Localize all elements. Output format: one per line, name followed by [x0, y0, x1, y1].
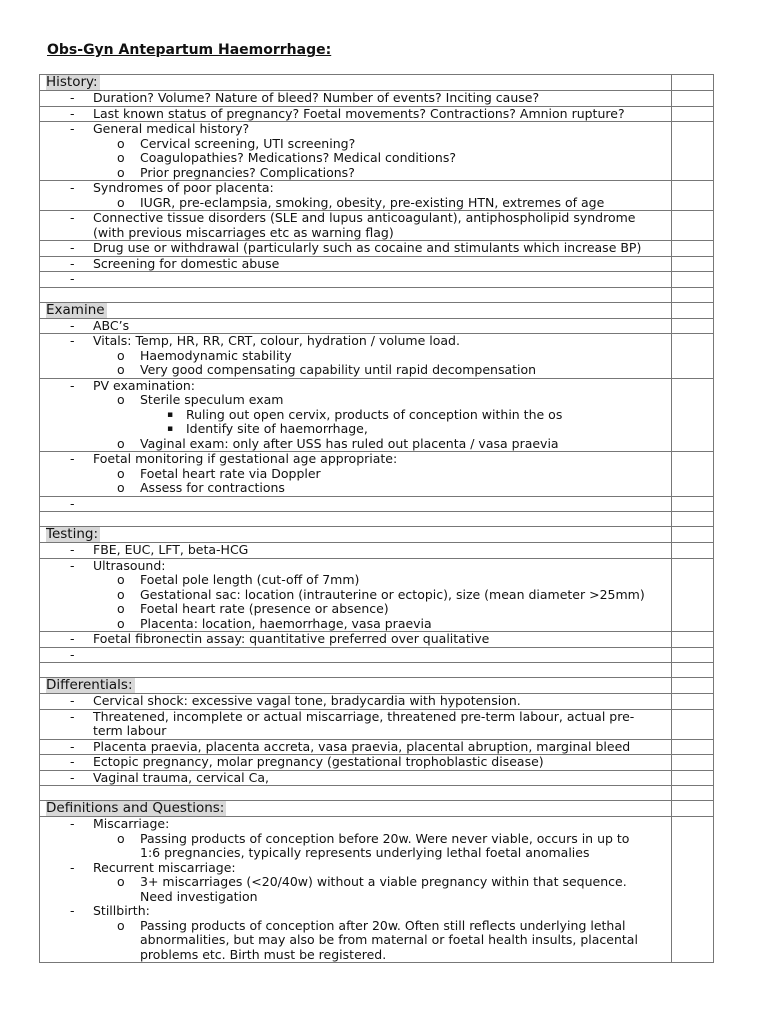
bullet-marker: ▪: [167, 409, 174, 420]
list-item: - ABC’s: [70, 317, 130, 333]
bullet-marker: -: [70, 816, 75, 831]
list-item: - Recurrent miscarriage:: [70, 859, 236, 875]
list-item-continuation: term labour: [93, 723, 167, 738]
list-item: - Last known status of pregnancy? Foetal movements? Contractions? Amnion rupture?: [70, 105, 625, 121]
table-row: [40, 181, 714, 211]
list-subitem: o Coagulopathies? Medications? Medical conditions?: [117, 150, 456, 165]
bullet-marker: -: [70, 255, 75, 271]
list-subitem: o Placenta: location, haemorrhage, vasa praevia: [117, 615, 432, 631]
bullet-marker: -: [70, 90, 75, 105]
list-item: - General medical history?: [70, 121, 250, 136]
bullet-marker: -: [70, 495, 75, 511]
list-item: - Placenta praevia, placenta accreta, vasa praevia, placental abruption, marginal bleed: [70, 738, 631, 754]
bullet-marker: o: [117, 874, 125, 889]
bullet-marker: -: [70, 451, 75, 466]
list-subitem: o Vaginal exam: only after USS has ruled out placenta / vasa praevia: [117, 435, 559, 451]
section-header-testing: Testing:: [46, 526, 99, 542]
list-item-continuation: (with previous miscarriages etc as warning flag): [93, 224, 394, 240]
table-row: [40, 334, 714, 379]
table-row: [40, 770, 714, 786]
list-subitem: o Prior pregnancies? Complications?: [117, 164, 355, 180]
table-row: [40, 558, 714, 632]
list-subsubitem: ▪ Ruling out open cervix, products of conception within the os: [167, 406, 563, 422]
bullet-marker: o: [117, 164, 125, 180]
table-row: [40, 647, 714, 663]
bullet-marker: o: [117, 135, 125, 151]
list-subitem: o Sterile speculum exam: [117, 392, 284, 407]
list-item: - PV examination:: [70, 377, 195, 393]
list-item: - Cervical shock: excessive vagal tone, bradycardia with hypotension.: [70, 693, 521, 708]
table-row: [40, 739, 714, 755]
bullet-marker: o: [117, 392, 125, 407]
table-row: [40, 211, 714, 241]
list-subitem-continuation: 1:6 pregnancies, typically represents underlying lethal foetal anomalies: [140, 845, 590, 860]
bullet-marker: -: [70, 708, 75, 724]
list-subitem: o Haemodynamic stability: [117, 347, 292, 363]
list-subitem: o Very good compensating capability until rapid decompensation: [117, 362, 537, 377]
bullet-marker: -: [70, 333, 75, 348]
bullet-marker: -: [70, 859, 75, 875]
bullet-marker: -: [70, 754, 75, 769]
bullet-marker: o: [117, 362, 125, 377]
table-row: [40, 256, 714, 272]
list-item: - Foetal fibronectin assay: quantitative preferred over qualitative: [70, 631, 490, 646]
list-item: - Threatened, incomplete or actual miscarriage, threatened pre-term labour, actual pre-: [70, 708, 635, 724]
list-subitem: o Gestational sac: location (intrauterine or ectopic), size (mean diameter >25mm): [117, 586, 645, 602]
section-header-row: [40, 678, 714, 694]
section-header-row: [40, 801, 714, 817]
list-item: - Vitals: Temp, HR, RR, CRT, colour, hydration / volume load.: [70, 333, 460, 348]
list-subitem: o Assess for contractions: [117, 480, 285, 495]
list-item: - Ultrasound:: [70, 557, 166, 573]
empty-list-item: [40, 648, 671, 663]
list-item: - Duration? Volume? Nature of bleed? Number of events? Inciting cause?: [70, 90, 540, 105]
empty-list-item: [40, 272, 671, 287]
bullet-marker: o: [117, 435, 125, 451]
table-row: [40, 452, 714, 497]
list-subitem: o Foetal heart rate (presence or absence): [117, 601, 389, 616]
bullet-marker: o: [117, 194, 125, 210]
list-item: - Foetal monitoring if gestational age appropriate:: [70, 451, 398, 466]
bullet-marker: -: [70, 271, 75, 286]
list-subitem: o IUGR, pre-eclampsia, smoking, obesity, pre-existing HTN, extremes of age: [117, 194, 605, 210]
document-title: Obs-Gyn Antepartum Haemorrhage:: [47, 42, 332, 58]
bullet-marker: -: [70, 646, 75, 662]
bullet-marker: o: [117, 917, 125, 933]
list-item: - Screening for domestic abuse: [70, 255, 280, 271]
list-subitem-continuation: Need investigation: [140, 888, 258, 904]
list-subitem: o Cervical screening, UTI screening?: [117, 135, 356, 151]
bullet-marker: o: [117, 347, 125, 363]
bullet-marker: -: [70, 542, 75, 557]
bullet-marker: -: [70, 693, 75, 708]
bullet-marker: -: [70, 240, 75, 255]
table-row: [40, 694, 714, 710]
bullet-marker: o: [117, 572, 125, 587]
list-item: - Drug use or withdrawal (particularly such as cocaine and stimulants which increase BP): [70, 240, 642, 255]
list-subsubitem: ▪ Identify site of haemorrhage,: [167, 421, 368, 436]
section-header-differentials: Differentials:: [46, 677, 133, 693]
table-row: [40, 272, 714, 288]
section-header-history: History:: [46, 74, 98, 90]
table-row: [40, 122, 714, 181]
spacer-row: [40, 512, 714, 527]
list-subitem-continuation: problems etc. Birth must be registered.: [140, 946, 387, 962]
bullet-marker: o: [117, 601, 125, 616]
table-row: [40, 543, 714, 559]
bullet-marker: -: [70, 105, 75, 121]
table-row: [40, 106, 714, 122]
table-row: [40, 817, 714, 963]
list-subitem: o Passing products of conception after 20w. Often still reflects underlying lethal: [117, 917, 626, 933]
bullet-marker: o: [117, 465, 125, 481]
list-item: - Syndromes of poor placenta:: [70, 180, 274, 195]
bullet-marker: o: [117, 586, 125, 602]
section-header-row: [40, 302, 714, 318]
bullet-marker: -: [70, 377, 75, 393]
list-item: - Ectopic pregnancy, molar pregnancy (gestational trophoblastic disease): [70, 754, 544, 769]
bullet-marker: o: [117, 480, 125, 495]
bullet-marker: o: [117, 615, 125, 631]
bullet-marker: -: [70, 769, 75, 785]
section-header-definitions: Definitions and Questions:: [46, 800, 225, 816]
bullet-marker: -: [70, 631, 75, 646]
spacer-row: [40, 663, 714, 678]
empty-list-item: [40, 497, 671, 512]
list-subitem: o 3+ miscarriages (<20/40w) without a viable pregnancy within that sequence.: [117, 874, 627, 889]
list-subitem: o Passing products of conception before 20w. Were never viable, occurs in up to: [117, 830, 630, 846]
table-row: [40, 496, 714, 512]
bullet-marker: ▪: [167, 424, 174, 434]
list-subitem: o Foetal heart rate via Doppler: [117, 465, 321, 481]
bullet-marker: -: [70, 317, 75, 333]
bullet-marker: -: [70, 557, 75, 573]
bullet-marker: -: [70, 210, 75, 225]
list-item: - FBE, EUC, LFT, beta-HCG: [70, 542, 249, 557]
list-subitem-continuation: abnormalities, but may also be from maternal or foetal health insults, placental: [140, 932, 638, 947]
spacer-row: [40, 786, 714, 801]
list-item: - Connective tissue disorders (SLE and lupus anticoagulant), antiphospholipid syndrome: [70, 210, 636, 225]
bullet-marker: o: [117, 150, 125, 165]
table-row: [40, 318, 714, 334]
notes-table: [39, 74, 714, 963]
list-subitem: o Foetal pole length (cut-off of 7mm): [117, 572, 360, 587]
bullet-marker: -: [70, 121, 75, 136]
bullet-marker: -: [70, 738, 75, 754]
list-item: - Vaginal trauma, cervical Ca,: [70, 769, 269, 785]
section-header-examine: Examine: [46, 301, 105, 318]
bullet-marker: -: [70, 180, 75, 195]
table-row: [40, 241, 714, 257]
table-row: [40, 755, 714, 771]
spacer-row: [40, 287, 714, 302]
table-row: [40, 632, 714, 648]
bullet-marker: -: [70, 903, 75, 918]
table-row: [40, 378, 714, 452]
table-row: [40, 709, 714, 739]
table-row: [40, 91, 714, 107]
section-header-row: [40, 75, 714, 91]
list-item: - Miscarriage:: [70, 816, 170, 831]
section-header-row: [40, 527, 714, 543]
list-item: - Stillbirth:: [70, 903, 150, 918]
bullet-marker: o: [117, 830, 125, 846]
